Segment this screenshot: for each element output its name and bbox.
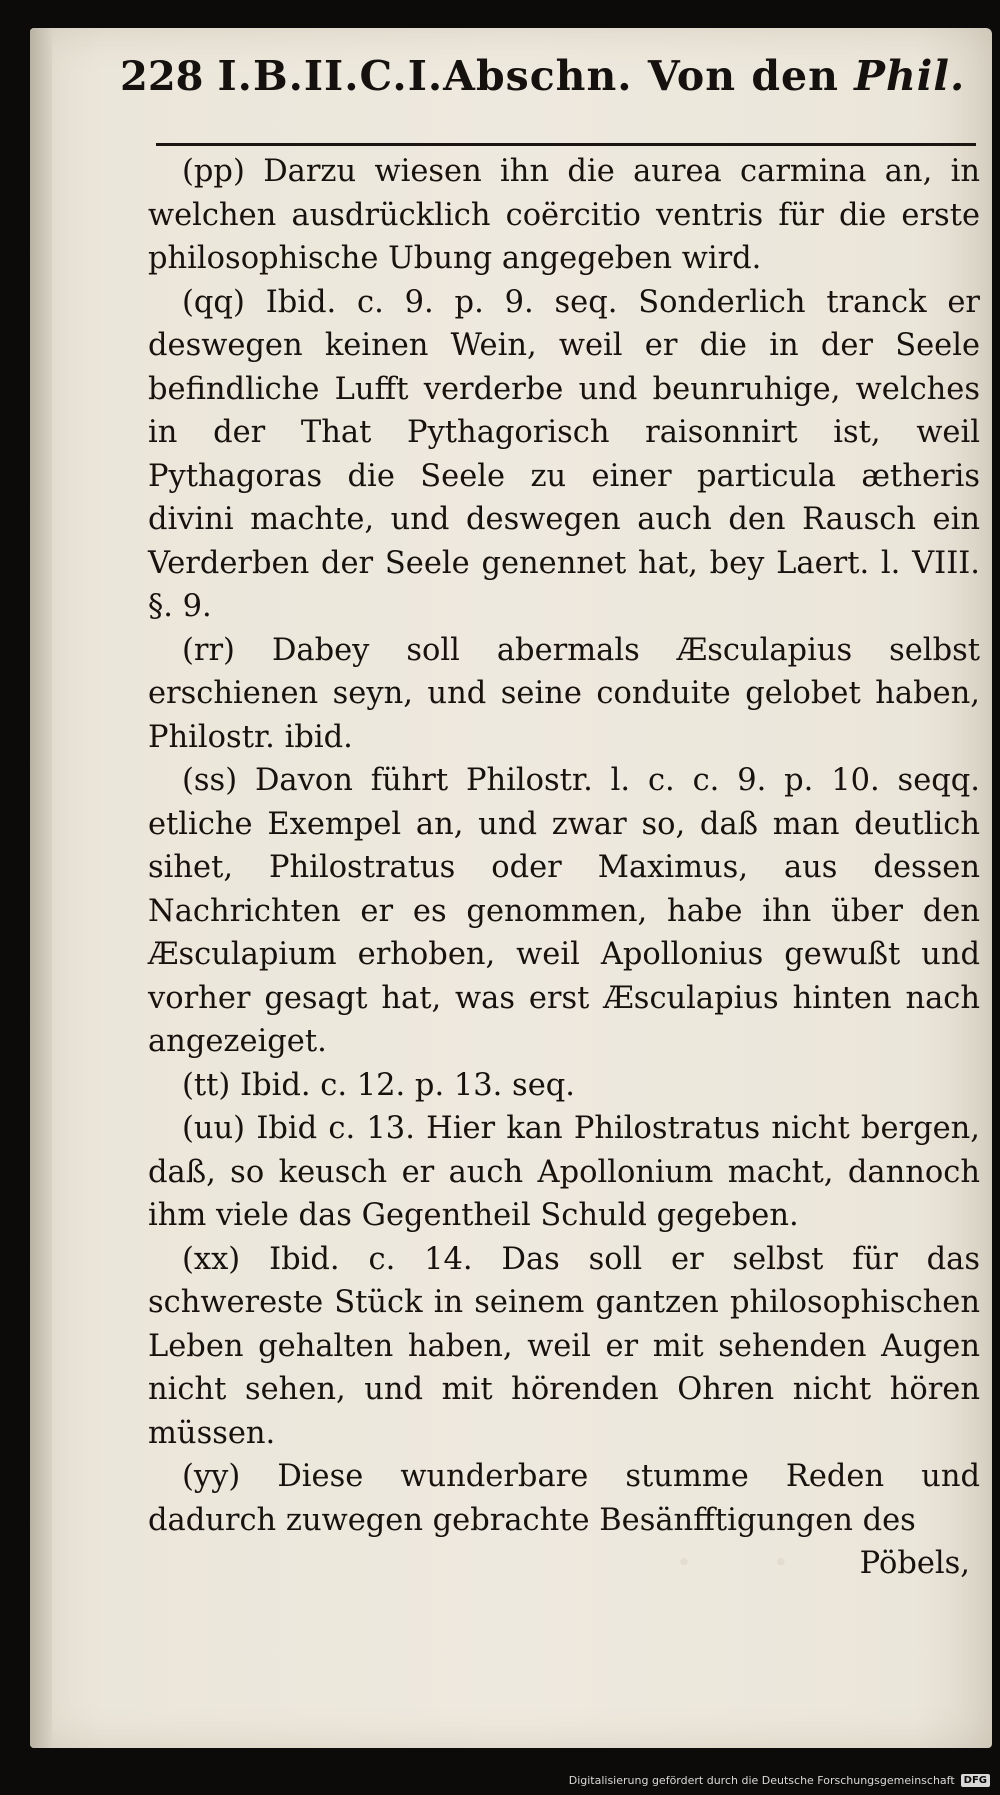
footnote-mark: (tt) <box>182 1067 231 1103</box>
footnote-text: Darzu wiesen ihn die aurea carmina an, in welchen ausdrücklich coërcitio ventris für die erste philosophische Ubung angegeben wird. <box>148 154 980 276</box>
footnote-pp <box>148 150 980 281</box>
footnote-text: Ibid. c. 12. p. 13. seq. <box>240 1067 575 1103</box>
footnote-qq <box>148 281 980 629</box>
footnote-text: Ibid. c. 14. Das soll er selbst für das schwereste Stück in seinem gantzen philosophischen Leben gehalten haben, weil er mit sehenden Augen nicht sehen, und mit hörenden Ohren nicht hören müssen. <box>148 1241 981 1451</box>
page-header <box>120 52 966 100</box>
running-title-main: I.B.II.C.I.Abschn. Von den <box>217 52 839 100</box>
footnote-text: Davon führt Philostr. l. c. c. 9. p. 10. seqq. etliche Exempel an, und zwar so, daß man deutlich sihet, Philostratus oder Maximus, aus dessen Nachrichten er es genommen, habe ihn über den Æsculapium erhoben, weil Apollonius gewußt und vorher gesagt hat, was erst Æsculapius hinten nach angezeiget. <box>148 763 981 1059</box>
footnote-uu <box>148 1107 980 1238</box>
digitization-credit <box>569 1774 990 1787</box>
credit-text: Digitalisierung gefördert durch die Deutsche Forschungsgemeinschaft <box>568 1774 955 1787</box>
footnote-mark: (pp) <box>182 154 245 189</box>
footnote-text: Ibid c. 13. Hier kan Philostratus nicht bergen, daß, so keusch er auch Apollonium macht, dannoch ihm viele das Gegentheil Schuld gegeben. <box>148 1111 981 1233</box>
page-number: 228 <box>120 53 204 100</box>
footnote-mark: (xx) <box>182 1241 241 1277</box>
dfg-logo: DFG <box>961 1774 990 1787</box>
footnote-mark: (yy) <box>182 1459 241 1494</box>
footnote-ss <box>148 759 980 1064</box>
running-title-italic: Phil. <box>854 52 966 100</box>
footnote-tt <box>148 1064 980 1108</box>
running-title <box>218 52 966 100</box>
catchword: Pöbels, <box>859 1546 970 1581</box>
footnote-yy <box>148 1455 980 1542</box>
footnote-text: Dabey soll abermals Æsculapius selbst erschienen seyn, und seine conduite gelobet haben, Philostr. ibid. <box>148 632 980 755</box>
page-gutter <box>30 28 52 1748</box>
header-rule <box>156 143 976 146</box>
footnote-mark: (ss) <box>182 763 238 798</box>
footnote-mark: (uu) <box>182 1111 246 1146</box>
footnote-xx <box>148 1238 980 1456</box>
footnote-mark: (qq) <box>182 284 245 320</box>
footnote-mark: (rr) <box>182 632 235 668</box>
footnotes-body <box>148 150 980 1586</box>
footnote-text: Diese wunderbare stumme Reden und dadurch zuwegen gebrachte Besänfftigungen des <box>148 1459 980 1538</box>
footnote-rr <box>148 629 980 760</box>
footnote-text: Ibid. c. 9. p. 9. seq. Sonderlich tranck er deswegen keinen Wein, weil er die in der Seele befindliche Lufft verderbe und beunruhige, welches in der That Pythagorisch raisonnirt ist, weil Pythagoras die Seele zu einer particula ætheris divini machte, und deswegen auch den Rausch ein Verderben der Seele genennet hat, bey Laert. l. VIII. §. 9. <box>148 284 981 624</box>
show-through: · · <box>644 1528 790 1596</box>
